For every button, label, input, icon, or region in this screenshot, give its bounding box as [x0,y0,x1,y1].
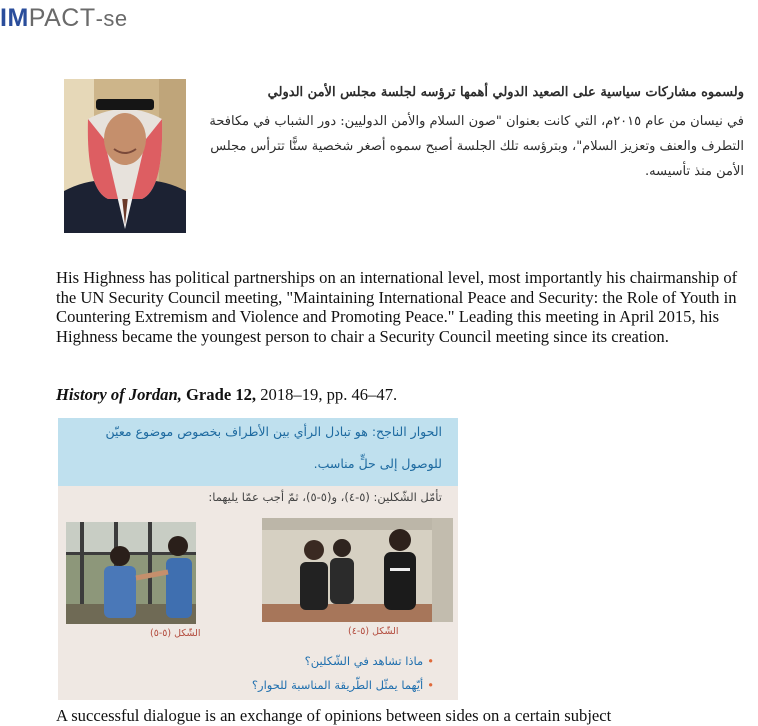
arabic-heading: ولسموه مشاركات سياسية على الصعيد الدولي أهمها ترؤسه لجلسة مجلس الأمن الدولي [267,85,744,100]
question-1 [305,654,434,668]
bullet-dot-icon: • [427,678,434,692]
prince-portrait-photo [64,79,186,233]
logo-im: IM [0,4,29,32]
question-2 [252,678,434,692]
figure-5-4-photo [262,518,453,622]
citation-grade: Grade 12, [186,385,257,404]
english-translation-cutoff: A successful dialogue is an exchange of opinions between sides on a certain subject [56,706,612,725]
logo-pact: PACT [28,4,96,32]
source-citation [56,385,397,405]
logo-suffix: -se [95,6,128,31]
figure-5-5-caption: الشّكل (٥-٥) [150,628,201,639]
impact-se-logo [0,4,128,33]
arabic-paragraph: في نيسان من عام ٢٠١٥م، التي كانت بعنوان "صون السلام والأمن الدوليين: دور الشباب في مكافحة التطرف والعنف وتعزيز السلام"، وبترؤسه تلك الجلسة أصبح سموه أصغر شخصية سنًّا تترأس مجلس الأمن منذ تأسيسه. [209,114,744,179]
figure-5-5-photo [66,522,196,624]
bullet-dot-icon: • [427,654,434,668]
figure-5-4-caption: الشّكل (٥-٤) [348,626,399,637]
english-translation-paragraph: His Highness has political partnerships on an international level, most importantly his chairmanship of the UN Security Council meeting, "Maintaining International Peace and Security: the Role of Youth in Countering Extremism and Violence and Promoting Peace." Leading this meeting in April 2015, his Highness became the youngest person to chair a Security Council meeting since its creation. [56,268,738,346]
citation-pages: 2018–19, pp. 46–47. [260,385,398,404]
citation-title: History of Jordan, [56,385,182,404]
question-1-text: ماذا تشاهد في الشّكلين؟ [304,654,424,668]
figure-instruction: تأمّل الشّكلين: (٥-٤)، و(٥-٥)، ثمّ أجب عمّا يليهما: [208,490,442,504]
definition-line-2: للوصول إلى حلٍّ مناسب. [313,456,442,471]
textbook-page-image [58,418,458,700]
arabic-text-block [196,80,744,184]
definition-line-1: الحوار الناجح: هو تبادل الرأي بين الأطراف بخصوص موضوع معيّن [105,424,442,439]
question-2-text: أيّهما يمثّل الطّريقة المناسبة للحوار؟ [251,678,424,692]
